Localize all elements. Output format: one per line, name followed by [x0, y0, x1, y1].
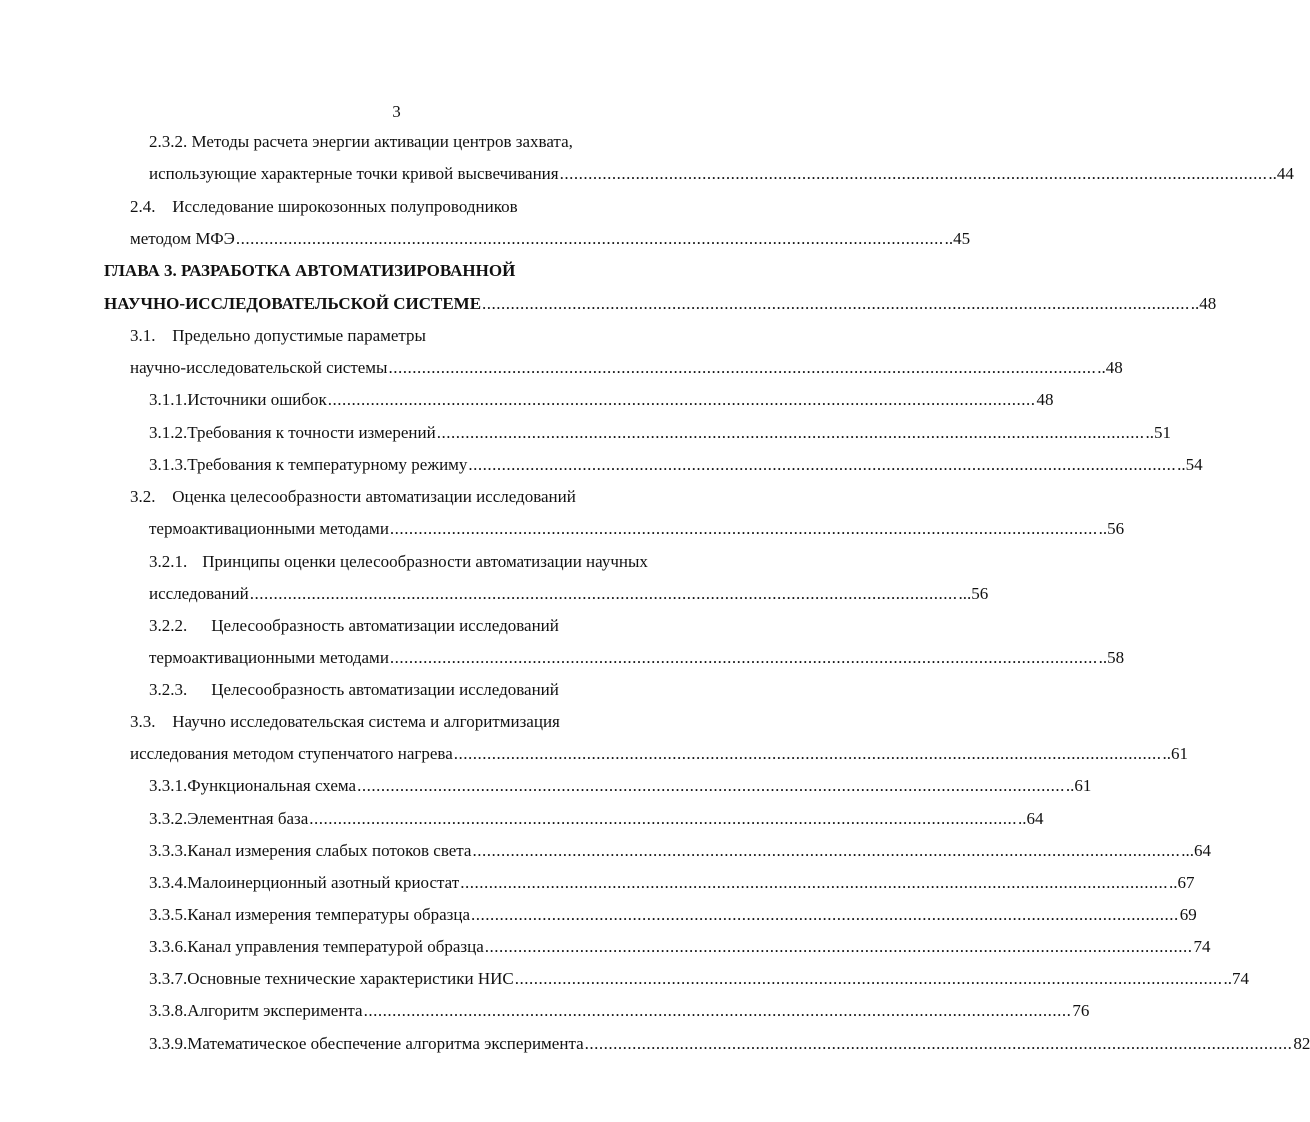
toc-entry-title: Принципы оценки целесообразности автоматизации научных [202, 552, 648, 571]
toc-entry-number: 3.3.2. [149, 809, 188, 828]
toc-entry-page: ..67 [1168, 873, 1195, 892]
toc-entry-number: 3.1.2. [149, 423, 188, 442]
toc-entry [130, 742, 1189, 766]
toc-entry-page: 74 [1193, 937, 1211, 956]
toc-entry-number: 3.3.4. [149, 873, 188, 892]
toc-entry-page: ..45 [944, 229, 971, 248]
dot-leader: ..................................................................................................................................................... [584, 1034, 1293, 1053]
toc-entry [149, 614, 559, 638]
toc-entry [149, 839, 1211, 863]
toc-entry [149, 774, 1092, 798]
dot-leader: ..................................................................................................................................................... [357, 776, 1065, 795]
toc-entry [149, 453, 1203, 477]
dot-leader: ..................................................................................................................................................... [472, 841, 1181, 860]
dot-leader: ..................................................................................................................................................... [309, 809, 1018, 828]
toc-entry [149, 1032, 1310, 1056]
toc-entry-page: ..61 [1065, 776, 1092, 795]
toc-entry-title: Основные технические характеристики НИС [187, 969, 514, 988]
toc-entry-title: Источники ошибок [187, 390, 327, 409]
toc-entry-title: Научно исследовательская система и алгоритмизация [172, 712, 560, 731]
toc-entry-number: 3.1.3. [149, 455, 188, 474]
dot-leader: ..................................................................................................................................................... [460, 873, 1168, 892]
toc-entry-number: 3.3.6. [149, 937, 188, 956]
dot-leader: ..................................................................................................................................................... [468, 455, 1177, 474]
toc-entry-page: ...56 [958, 584, 989, 603]
toc-entry-page: ..48 [1190, 294, 1217, 313]
toc-entry-title: Канал измерения слабых потоков света [187, 841, 472, 860]
toc-entry-title: Алгоритм эксперимента [187, 1001, 363, 1020]
toc-entry-title: Математическое обеспечение алгоритма эксперимента [187, 1034, 584, 1053]
toc-entry-title: Целесообразность автоматизации исследований [211, 680, 559, 699]
toc-entry-title: Канал измерения температуры образца [187, 905, 471, 924]
toc-entry [149, 646, 1125, 670]
dot-leader: ..................................................................................................................................................... [482, 294, 1190, 313]
toc-entry-number: 3.3.9. [149, 1034, 188, 1053]
chapter-heading [104, 292, 1217, 316]
toc-entry-number: 2.3.2. [149, 132, 188, 151]
toc-entry-title: Канал управления температурой образца [187, 937, 484, 956]
toc-entry [149, 967, 1249, 991]
toc-entry-page: 82 [1293, 1034, 1310, 1053]
toc-entry [149, 935, 1211, 959]
toc-entry-number: 3.2.3. [149, 680, 188, 699]
toc-entry [149, 421, 1171, 445]
toc-entry-page: 76 [1072, 1001, 1090, 1020]
dot-leader: ..................................................................................................................................................... [453, 744, 1162, 763]
dot-leader: ..................................................................................................................................................... [249, 584, 958, 603]
toc-entry-page: ..58 [1098, 648, 1125, 667]
toc-entry [149, 871, 1195, 895]
toc-entry-title: термоактивационными методами [149, 648, 389, 667]
dot-leader: ..................................................................................................................................................... [327, 390, 1036, 409]
toc-entry-page: ..74 [1223, 969, 1249, 988]
toc-entry-number: 3.1.1. [149, 390, 188, 409]
toc-entry-title: НАУЧНО-ИССЛЕДОВАТЕЛЬСКОЙ СИСТЕМЕ [104, 294, 482, 313]
dot-leader: ..................................................................................................................................................... [389, 519, 1098, 538]
toc-entry-title: ГЛАВА 3. РАЗРАБОТКА АВТОМАТИЗИРОВАННОЙ [104, 261, 516, 280]
toc-entry-title: Оценка целесообразности автоматизации исследований [172, 487, 576, 506]
dot-leader: ..................................................................................................................................................... [389, 648, 1098, 667]
toc-entry [130, 195, 518, 219]
toc-entry-number: 3.3. [130, 712, 156, 731]
toc-entry-page: ..48 [1097, 358, 1123, 377]
dot-leader: ..................................................................................................................................................... [514, 969, 1223, 988]
toc-entry [130, 485, 576, 509]
toc-entry [149, 582, 989, 606]
toc-entry-title: Малоинерционный азотный криостат [187, 873, 460, 892]
toc-entry-number: 3.3.1. [149, 776, 188, 795]
dot-leader: ..................................................................................................................................................... [363, 1001, 1072, 1020]
toc-entry-title: Требования к температурному режиму [187, 455, 468, 474]
toc-entry [149, 162, 1294, 186]
toc-entry-page: ...64 [1181, 841, 1211, 860]
toc-entry-title: исследований [149, 584, 249, 603]
toc-entry-number: 3.1. [130, 326, 156, 345]
toc-entry-title: использующие характерные точки кривой высвечивания [149, 164, 559, 183]
chapter-heading [104, 259, 515, 283]
toc-entry-title: Целесообразность автоматизации исследований [211, 616, 559, 635]
toc-entry-page: ..64 [1018, 809, 1044, 828]
toc-entry-title: Исследование широкозонных полупроводников [172, 197, 518, 216]
toc-entry [149, 999, 1090, 1023]
page-number: 3 [392, 102, 401, 121]
toc-entry [130, 356, 1123, 380]
dot-leader: ..................................................................................................................................................... [559, 164, 1268, 183]
toc-entry [149, 550, 648, 574]
toc-entry-number: 2.4. [130, 197, 156, 216]
toc-entry-title: Методы расчета энергии активации центров захвата, [191, 132, 573, 151]
toc-entry [149, 130, 573, 154]
dot-leader: ..................................................................................................................................................... [436, 423, 1145, 442]
toc-entry-page: ..51 [1145, 423, 1171, 442]
toc-entry-page: 69 [1179, 905, 1197, 924]
toc-entry-page: ..54 [1177, 455, 1203, 474]
toc-entry-title: научно-исследовательской системы [130, 358, 388, 377]
toc-entry [130, 324, 426, 348]
toc-entry-number: 3.3.3. [149, 841, 188, 860]
toc-entry-number: 3.2.2. [149, 616, 188, 635]
dot-leader: ..................................................................................................................................................... [471, 905, 1179, 924]
dot-leader: ..................................................................................................................................................... [388, 358, 1097, 377]
toc-entry [130, 710, 560, 734]
toc-entry-page: 48 [1036, 390, 1054, 409]
toc-entry [149, 903, 1197, 927]
toc-entry [149, 807, 1044, 831]
dot-leader: ..................................................................................................................................................... [235, 229, 944, 248]
toc-entry-page: ..56 [1098, 519, 1125, 538]
toc-entry-title: Предельно допустимые параметры [172, 326, 426, 345]
toc-entry [149, 517, 1125, 541]
toc-entry-title: Функциональная схема [187, 776, 357, 795]
toc-entry-number: 3.3.8. [149, 1001, 188, 1020]
toc-entry-title: методом МФЭ [130, 229, 235, 248]
dot-leader: ..................................................................................................................................................... [484, 937, 1193, 956]
toc-entry-page: ..44 [1268, 164, 1294, 183]
toc-entry-number: 3.3.7. [149, 969, 188, 988]
toc-entry-title: исследования методом ступенчатого нагрева [130, 744, 453, 763]
toc-entry [149, 678, 559, 702]
toc-entry-page: ..61 [1162, 744, 1189, 763]
toc-entry [149, 388, 1054, 412]
toc-entry-number: 3.2. [130, 487, 156, 506]
toc-entry-title: Элементная база [187, 809, 309, 828]
toc-entry-title: термоактивационными методами [149, 519, 389, 538]
toc-entry-number: 3.2.1. [149, 552, 188, 571]
toc-entry [130, 227, 971, 251]
toc-entry-title: Требования к точности измерений [187, 423, 436, 442]
toc-entry-number: 3.3.5. [149, 905, 188, 924]
